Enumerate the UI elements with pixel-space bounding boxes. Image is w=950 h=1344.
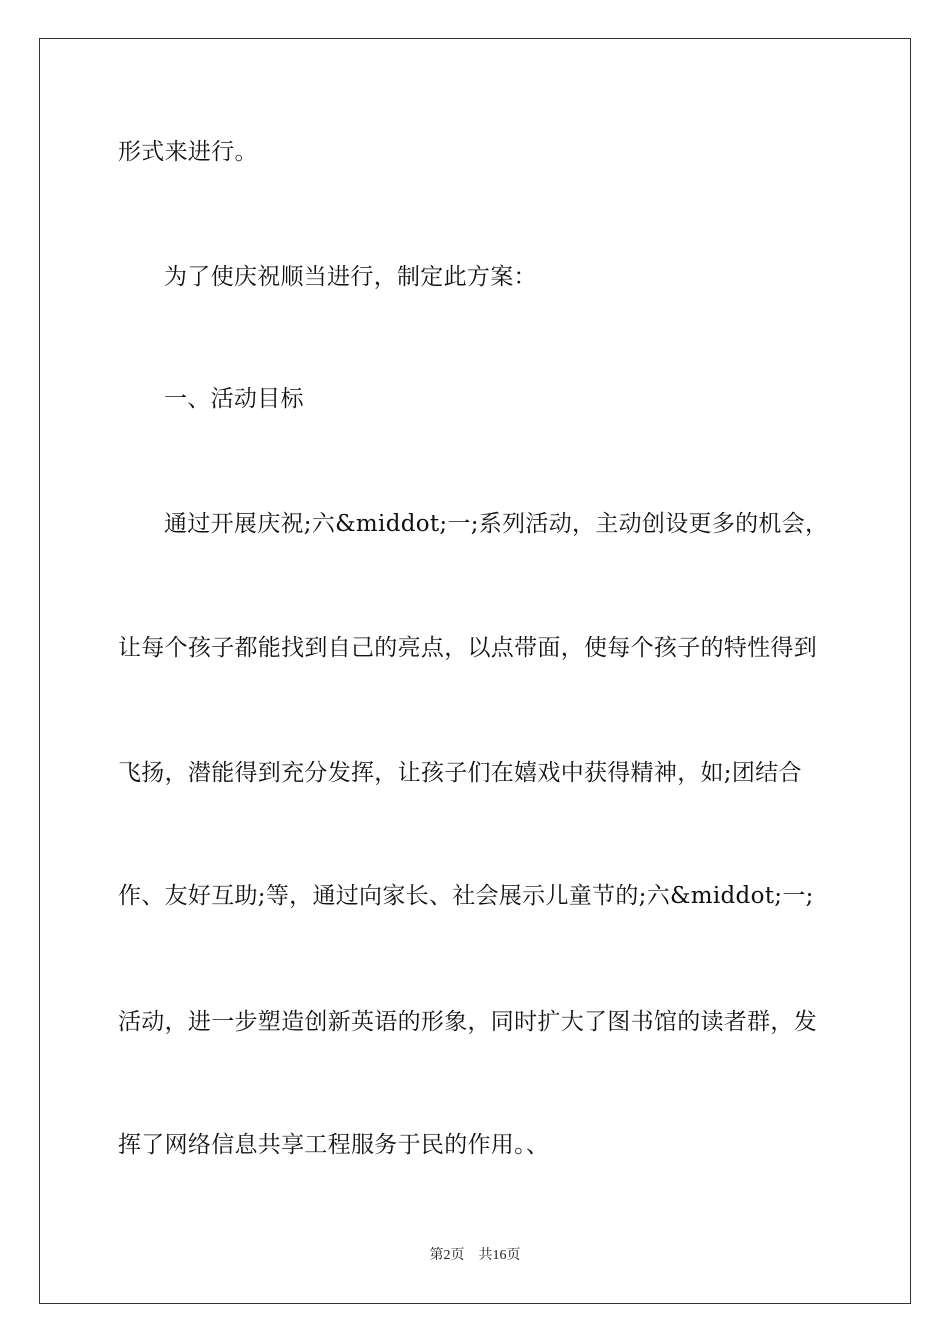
body-line-8: 挥了网络信息共享工程服务于民的作用。、 xyxy=(118,1132,550,1158)
body-line-4: 让每个孩子都能找到自己的亮点，以点带面，使每个孩子的特性得到 xyxy=(118,635,817,661)
body-line-6: 作、友好互助;等，通过向家长、社会展示儿童节的;六&middot;一; xyxy=(118,883,814,909)
body-line-1: 形式来进行。 xyxy=(118,139,258,165)
section-heading: 一、活动目标 xyxy=(164,386,304,412)
body-line-3: 通过开展庆祝;六&middot;一;系列活动，主动创设更多的机会， xyxy=(164,511,829,537)
page-number-current: 第2页 xyxy=(429,1248,465,1263)
page-number-total: 共16页 xyxy=(478,1248,521,1263)
body-line-2: 为了使庆祝顺当进行，制定此方案： xyxy=(164,264,537,290)
page-border xyxy=(39,38,911,1304)
page-footer xyxy=(0,1247,950,1265)
body-line-7: 活动，进一步塑造创新英语的形象，同时扩大了图书馆的读者群，发 xyxy=(118,1009,817,1035)
body-line-5: 飞扬，潜能得到充分发挥，让孩子们在嬉戏中获得精神，如;团结合 xyxy=(118,760,802,786)
